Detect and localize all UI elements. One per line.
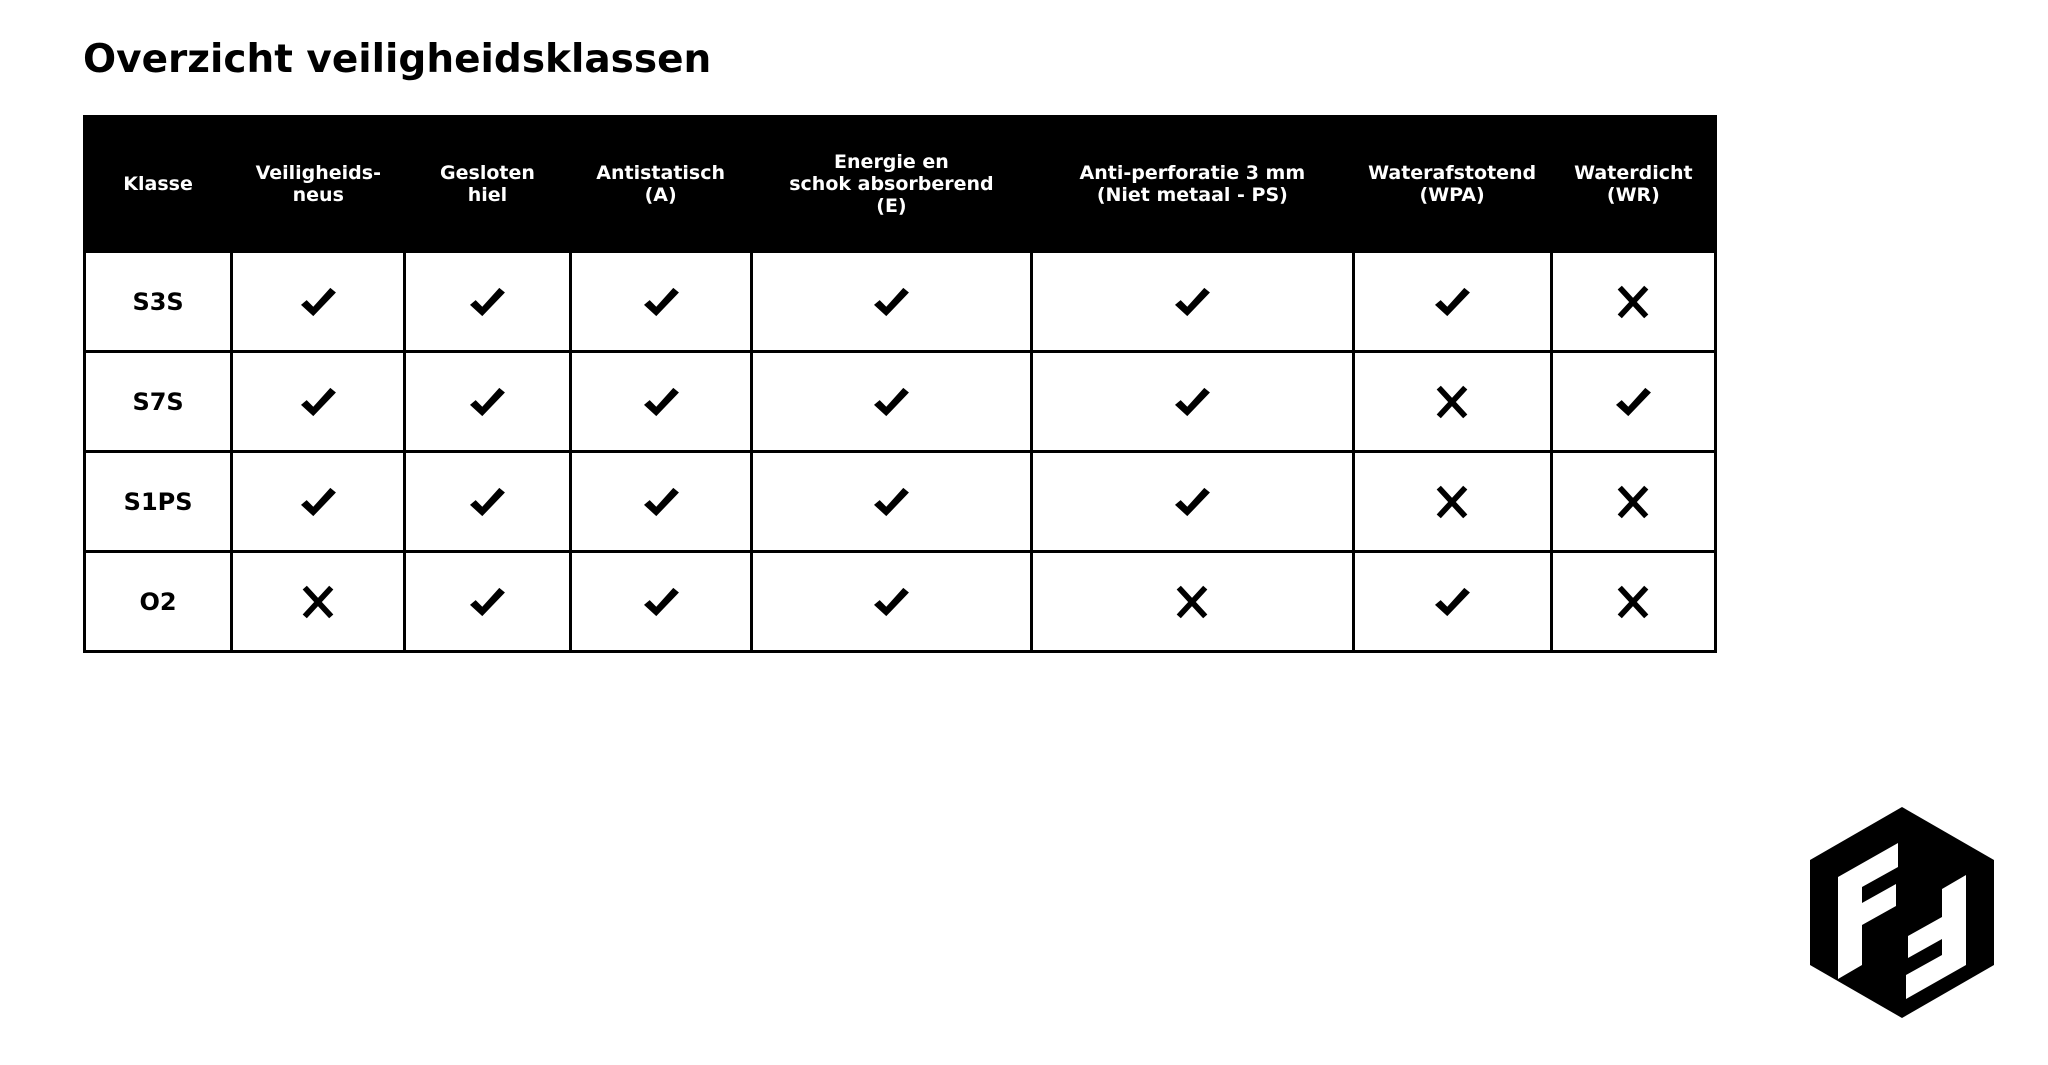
table-cell (1551, 552, 1715, 652)
column-header-line: hiel (467, 184, 508, 206)
check-icon (872, 485, 910, 519)
row-label-klasse: S1PS (85, 452, 232, 552)
cross-icon (1433, 485, 1471, 519)
table-cell (232, 452, 405, 552)
table-cell (405, 252, 570, 352)
column-header-line: (E) (876, 195, 907, 217)
check-icon (642, 485, 680, 519)
table-cell (1551, 452, 1715, 552)
check-icon (1433, 585, 1471, 619)
table-cell (1353, 252, 1551, 352)
header-row (85, 117, 1716, 252)
column-header-line: Veiligheids- (255, 162, 381, 184)
table-cell (1032, 552, 1353, 652)
table-cell (1032, 252, 1353, 352)
check-icon (468, 485, 506, 519)
column-header-anti-perforatie (1032, 117, 1353, 252)
row-label-klasse: S3S (85, 252, 232, 352)
column-header-line: (WPA) (1419, 184, 1485, 206)
cross-icon (1433, 385, 1471, 419)
table-cell (570, 252, 751, 352)
cross-icon (1614, 285, 1652, 319)
table-cell (1353, 352, 1551, 452)
table-row (85, 452, 1716, 552)
column-header-line: Antistatisch (596, 162, 726, 184)
column-header-gesloten-hiel (405, 117, 570, 252)
check-icon (299, 485, 337, 519)
cross-icon (299, 585, 337, 619)
table-cell (1032, 352, 1353, 452)
column-header-line: Anti-perforatie 3 mm (1079, 162, 1306, 184)
check-icon (1614, 385, 1652, 419)
table-body (85, 252, 1716, 652)
column-header-line: (WR) (1606, 184, 1660, 206)
page-title: Overzicht veiligheidsklassen (83, 37, 712, 82)
table-cell (751, 352, 1031, 452)
table-cell (751, 552, 1031, 652)
check-icon (1173, 385, 1211, 419)
table-cell (232, 352, 405, 452)
column-header-veiligheidsneus (232, 117, 405, 252)
column-header-line: Energie en (834, 151, 949, 173)
check-icon (872, 285, 910, 319)
table-row (85, 352, 1716, 452)
table-cell (1353, 552, 1551, 652)
table-cell (405, 352, 570, 452)
column-header-waterdicht (1551, 117, 1715, 252)
column-header-waterafstotend (1353, 117, 1551, 252)
column-header-line: Klasse (123, 173, 193, 195)
check-icon (872, 585, 910, 619)
check-icon (468, 585, 506, 619)
check-icon (1433, 285, 1471, 319)
table-cell (1551, 252, 1715, 352)
table-cell (751, 252, 1031, 352)
column-header-line: neus (292, 184, 344, 206)
check-icon (468, 285, 506, 319)
table-cell (232, 552, 405, 652)
check-icon (299, 385, 337, 419)
table-row (85, 252, 1716, 352)
table-cell (232, 252, 405, 352)
column-header-line: schok absorberend (789, 173, 994, 195)
check-icon (468, 385, 506, 419)
check-icon (642, 385, 680, 419)
row-label-klasse: O2 (85, 552, 232, 652)
check-icon (299, 285, 337, 319)
check-icon (1173, 285, 1211, 319)
row-label-klasse: S7S (85, 352, 232, 452)
check-icon (642, 585, 680, 619)
table-cell (570, 352, 751, 452)
table-header (85, 117, 1716, 252)
table-cell (1032, 452, 1353, 552)
column-header-line: Waterafstotend (1368, 162, 1537, 184)
table-cell (405, 452, 570, 552)
cross-icon (1614, 585, 1652, 619)
column-header-klasse (85, 117, 232, 252)
table-cell (405, 552, 570, 652)
table-cell (570, 552, 751, 652)
table-cell (1353, 452, 1551, 552)
cross-icon (1614, 485, 1652, 519)
column-header-line: (Niet metaal - PS) (1096, 184, 1288, 206)
check-icon (872, 385, 910, 419)
column-header-antistatisch (570, 117, 751, 252)
column-header-line: Waterdicht (1574, 162, 1693, 184)
hexagon-logo-icon (1808, 805, 1996, 1020)
table-row (85, 552, 1716, 652)
table-cell (570, 452, 751, 552)
column-header-line: Gesloten (440, 162, 535, 184)
table-cell (1551, 352, 1715, 452)
table-cell (751, 452, 1031, 552)
check-icon (642, 285, 680, 319)
column-header-line: (A) (644, 184, 677, 206)
safety-class-table (83, 115, 1717, 653)
cross-icon (1173, 585, 1211, 619)
column-header-energie-schok (751, 117, 1031, 252)
check-icon (1173, 485, 1211, 519)
